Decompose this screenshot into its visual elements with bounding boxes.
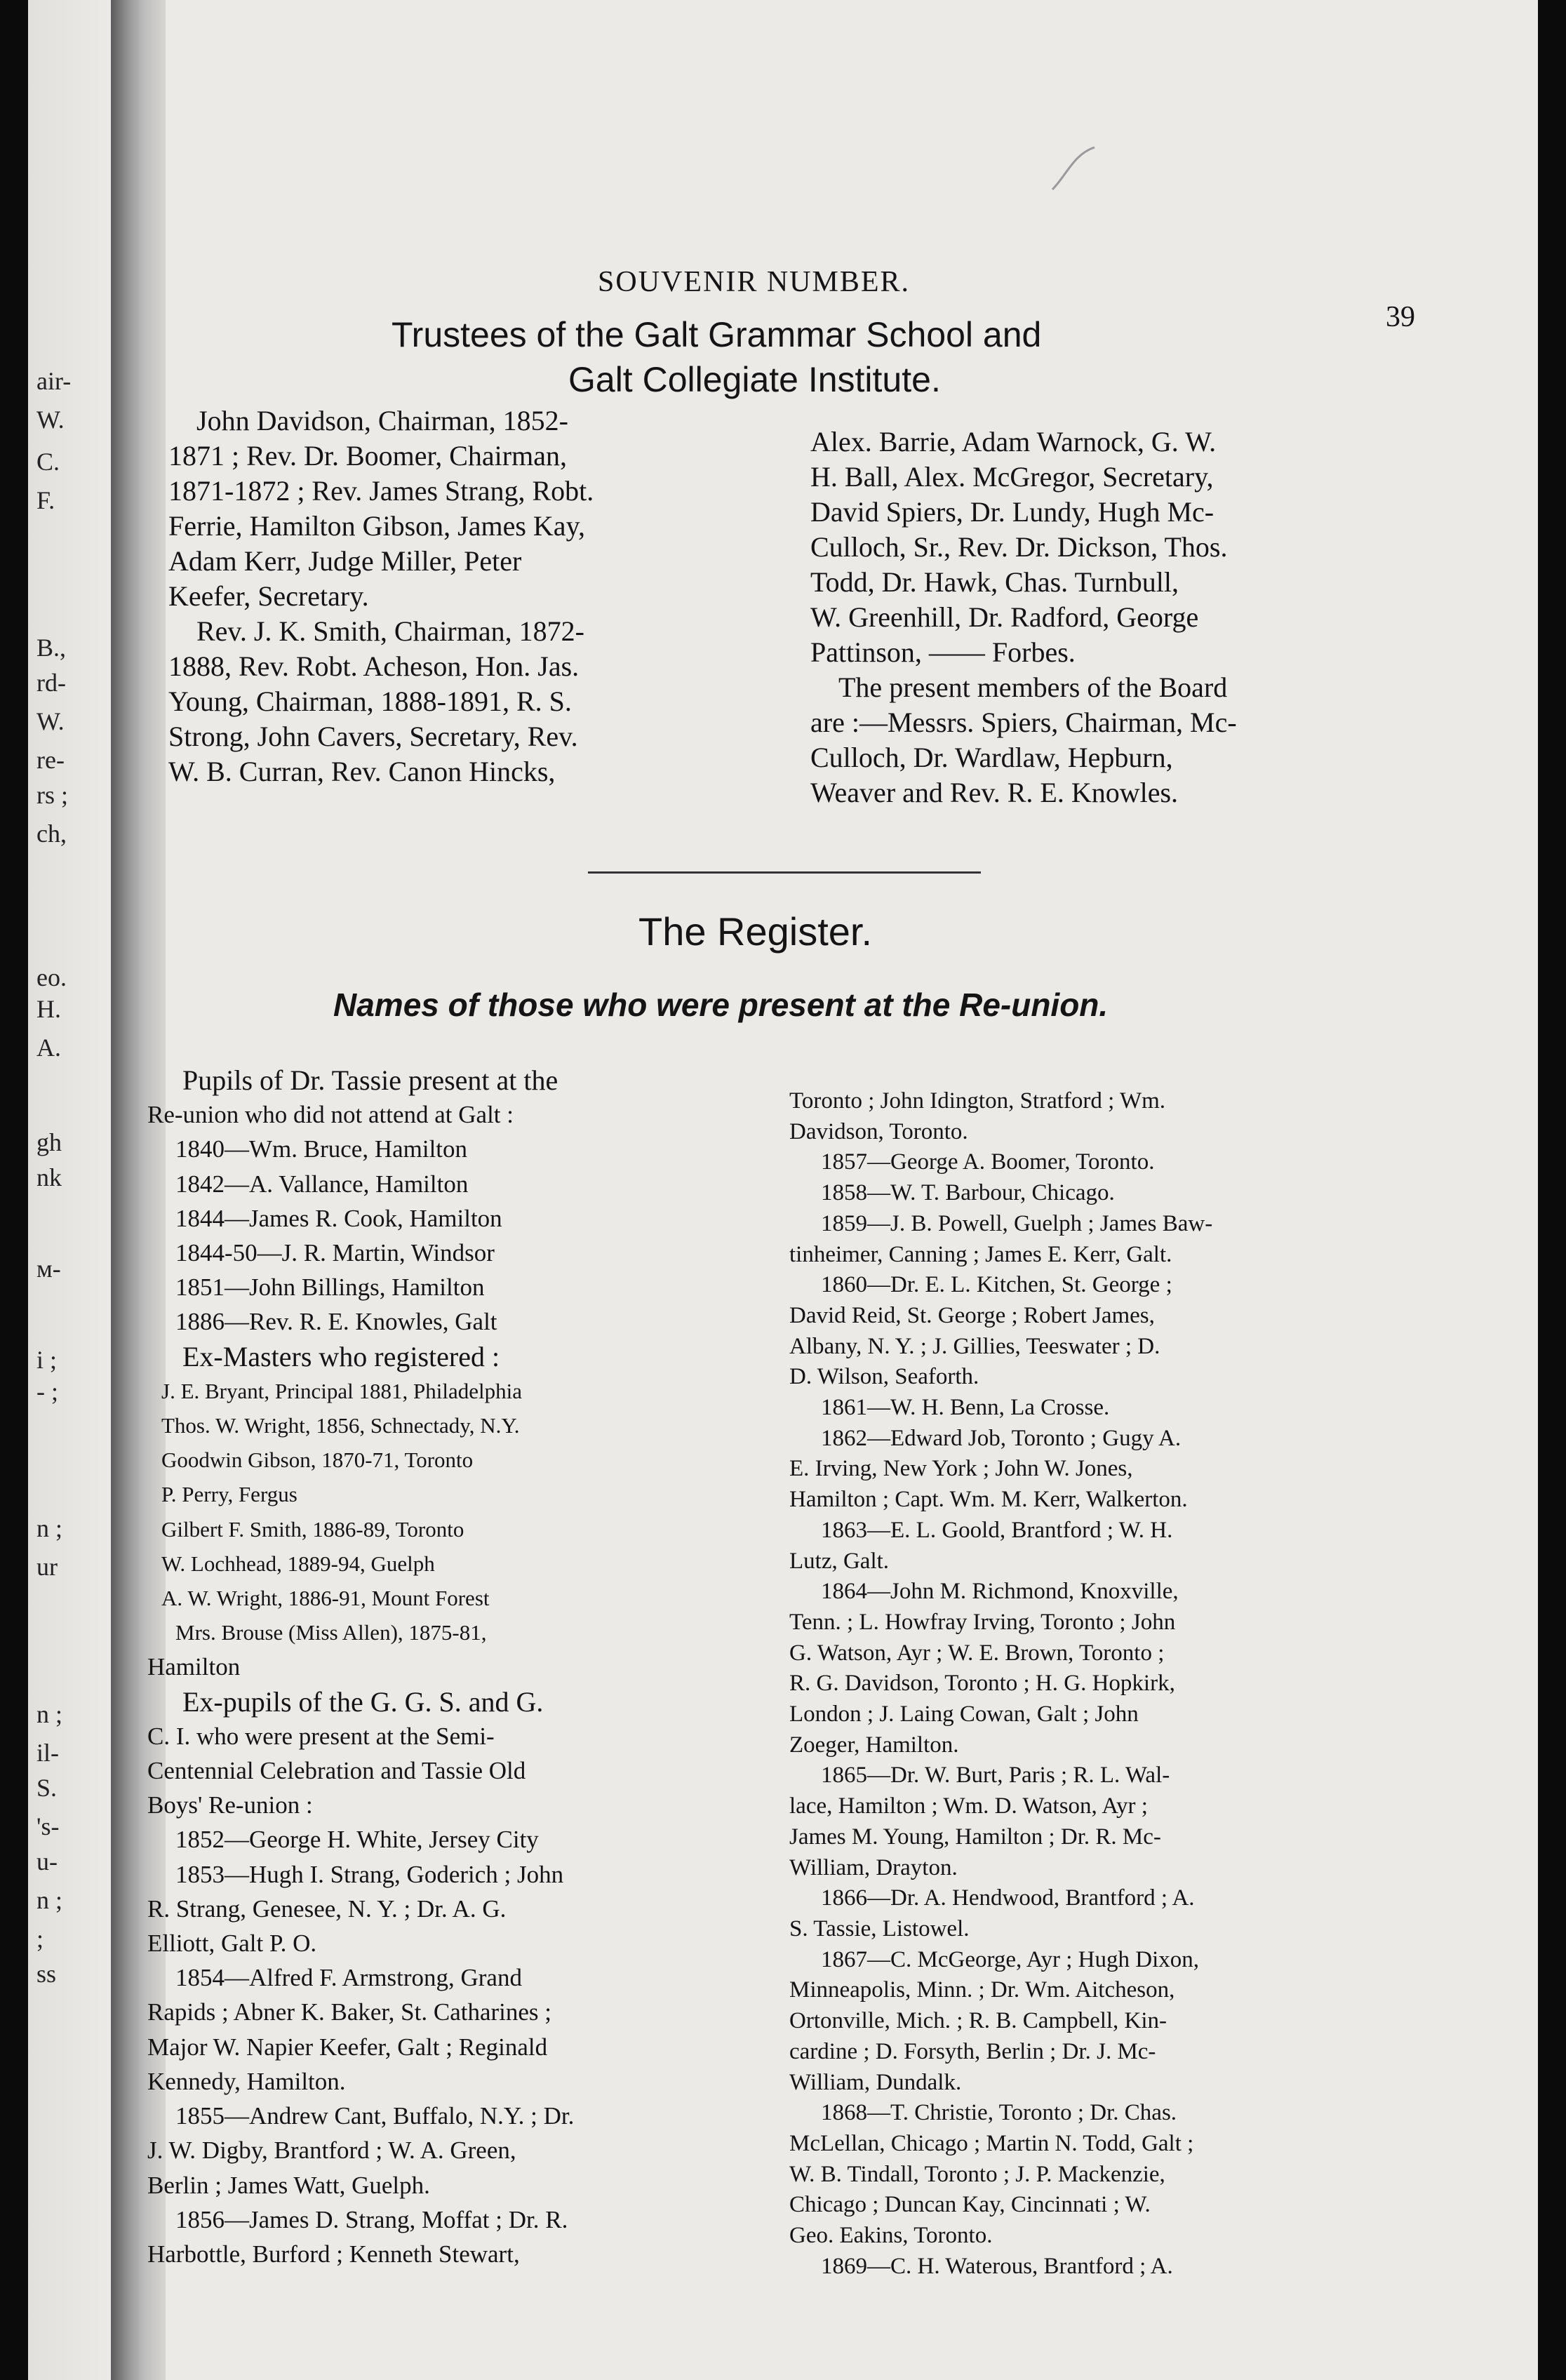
- register-left-line: Elliott, Galt P. O.: [147, 1930, 317, 1958]
- register-right-line: Tenn. ; L. Howfray Irving, Toronto ; John: [789, 1609, 1176, 1635]
- facing-page-fragment: ;: [36, 1925, 44, 1953]
- register-left-line: Harbottle, Burford ; Kenneth Stewart,: [147, 2240, 520, 2268]
- register-right-line: 1863—E. L. Goold, Brantford ; W. H.: [821, 1517, 1173, 1543]
- register-left-line: R. Strang, Genesee, N. Y. ; Dr. A. G.: [147, 1894, 507, 1923]
- register-left-line: W. Lochhead, 1889-94, Guelph: [161, 1551, 435, 1576]
- register-left-line: Major W. Napier Keefer, Galt ; Reginald: [147, 2033, 548, 2061]
- register-left-line: Centennial Celebration and Tassie Old: [147, 1757, 526, 1785]
- running-title: SOUVENIR NUMBER.: [598, 266, 911, 298]
- section-divider: [588, 871, 981, 874]
- trustees-right-line: W. Greenhill, Dr. Radford, George: [810, 601, 1199, 633]
- register-left-line: 1853—Hugh I. Strang, Goderich ; John: [175, 1860, 564, 1888]
- register-left-line: 1840—Wm. Bruce, Hamilton: [175, 1135, 468, 1163]
- trustees-title-line-1: Trustees of the Galt Grammar School and: [392, 315, 1042, 354]
- facing-page-fragment: air-: [36, 367, 72, 395]
- register-right-line: Geo. Eakins, Toronto.: [789, 2223, 993, 2249]
- register-right-line: Hamilton ; Capt. Wm. M. Kerr, Walkerton.: [789, 1487, 1188, 1513]
- register-left-line: Mrs. Brouse (Miss Allen), 1875-81,: [175, 1620, 487, 1645]
- facing-page-fragment: W.: [36, 406, 65, 434]
- register-left-line: Ex-pupils of the G. G. S. and G.: [182, 1685, 544, 1718]
- trustees-left-line: Strong, John Cavers, Secretary, Rev.: [168, 721, 578, 752]
- register-left-line: Gilbert F. Smith, 1886-89, Toronto: [161, 1516, 464, 1542]
- trustees-left-line: Young, Chairman, 1888-1891, R. S.: [168, 686, 572, 717]
- register-left-line: J. E. Bryant, Principal 1881, Philadelphia: [161, 1378, 523, 1403]
- register-left-line: 1844—James R. Cook, Hamilton: [175, 1204, 502, 1232]
- trustees-left-line: John Davidson, Chairman, 1852-: [196, 405, 568, 436]
- register-left-line: Boys' Re-union :: [147, 1791, 313, 1819]
- register-left-line: 1856—James D. Strang, Moffat ; Dr. R.: [175, 2205, 568, 2233]
- facing-page-fragment: n ;: [36, 1700, 63, 1728]
- register-right-line: W. B. Tindall, Toronto ; J. P. Mackenzie,: [789, 2161, 1165, 2187]
- page-number: 39: [1386, 301, 1415, 333]
- register-right-line: Davidson, Toronto.: [789, 1118, 968, 1144]
- register-subtitle: Names of those who were present at the Re-union.: [333, 987, 1109, 1023]
- register-left-line: P. Perry, Fergus: [161, 1482, 297, 1507]
- trustees-right-line: Culloch, Sr., Rev. Dr. Dickson, Thos.: [810, 531, 1228, 563]
- facing-page-fragment: C.: [36, 448, 60, 476]
- register-right-line: cardine ; D. Forsyth, Berlin ; Dr. J. Mc-: [789, 2038, 1156, 2064]
- trustees-left-line: W. B. Curran, Rev. Canon Hincks,: [168, 756, 556, 787]
- facing-page-fragment: ur: [36, 1553, 58, 1581]
- facing-page-fragment: H.: [36, 995, 61, 1023]
- register-right-line: D. Wilson, Seaforth.: [789, 1364, 979, 1390]
- register-left-line: Kennedy, Hamilton.: [147, 2067, 346, 2095]
- trustees-left-line: Ferrie, Hamilton Gibson, James Kay,: [168, 510, 585, 542]
- facing-page-fragment: il-: [36, 1739, 59, 1767]
- facing-page-fragment: re-: [36, 746, 65, 774]
- trustees-left-line: 1871 ; Rev. Dr. Boomer, Chairman,: [168, 440, 567, 472]
- facing-page-fragment: - ;: [36, 1377, 58, 1405]
- facing-page-fragment: F.: [36, 486, 55, 514]
- register-right-line: 1859—J. B. Powell, Guelph ; James Baw-: [821, 1210, 1213, 1236]
- facing-page-fragment: nk: [36, 1163, 62, 1191]
- facing-page-fragment: u-: [36, 1847, 58, 1876]
- register-right-line: 1867—C. McGeorge, Ayr ; Hugh Dixon,: [821, 1946, 1199, 1972]
- trustees-left-line: 1888, Rev. Robt. Acheson, Hon. Jas.: [168, 650, 580, 682]
- register-right-line: 1866—Dr. A. Hendwood, Brantford ; A.: [821, 1885, 1195, 1911]
- facing-page-fragment: ss: [36, 1960, 57, 1988]
- register-right-line: 1869—C. H. Waterous, Brantford ; A.: [821, 2253, 1173, 2279]
- facing-page-fragment: м-: [36, 1255, 61, 1283]
- register-right-line: R. G. Davidson, Toronto ; H. G. Hopkirk,: [789, 1671, 1175, 1697]
- facing-page-fragment: n ;: [36, 1514, 63, 1542]
- facing-page-text-fragments: [28, 0, 105, 2380]
- facing-page-fragment: eo.: [36, 963, 67, 991]
- page-content: [133, 0, 1508, 2380]
- register-left-line: Goodwin Gibson, 1870-71, Toronto: [161, 1448, 474, 1473]
- trustees-right-line: Weaver and Rev. R. E. Knowles.: [810, 777, 1179, 808]
- trustees-right-line: David Spiers, Dr. Lundy, Hugh Mc-: [810, 496, 1214, 528]
- facing-page-fragment: n ;: [36, 1886, 63, 1914]
- register-right-line: London ; J. Laing Cowan, Galt ; John: [789, 1702, 1139, 1727]
- register-right-line: lace, Hamilton ; Wm. D. Watson, Ayr ;: [789, 1793, 1148, 1819]
- trustees-right-line: Pattinson, —— Forbes.: [810, 636, 1076, 668]
- register-right-line: William, Dundalk.: [789, 2069, 962, 2095]
- register-right-line: Chicago ; Duncan Kay, Cincinnati ; W.: [789, 2192, 1151, 2218]
- register-right-line: 1857—George A. Boomer, Toronto.: [821, 1149, 1155, 1175]
- register-right-line: Ortonville, Mich. ; R. B. Campbell, Kin-: [789, 2008, 1167, 2034]
- trustees-right-line: Culloch, Dr. Wardlaw, Hepburn,: [810, 742, 1173, 773]
- register-right-line: Minneapolis, Minn. ; Dr. Wm. Aitcheson,: [789, 1977, 1175, 2003]
- register-right-column: [789, 1086, 1212, 2282]
- register-left-line: C. I. who were present at the Semi-: [147, 1722, 495, 1750]
- register-right-line: 1862—Edward Job, Toronto ; Gugy A.: [821, 1425, 1182, 1451]
- trustees-title-line-2: Galt Collegiate Institute.: [568, 360, 941, 399]
- trustees-right-line: H. Ball, Alex. McGregor, Secretary,: [810, 461, 1214, 493]
- register-title: The Register.: [638, 909, 873, 954]
- trustees-left-line: Adam Kerr, Judge Miller, Peter: [168, 545, 522, 577]
- facing-page-fragment: i ;: [36, 1346, 58, 1374]
- register-left-line: 1852—George H. White, Jersey City: [175, 1826, 539, 1854]
- register-left-line: 1842—A. Vallance, Hamilton: [175, 1170, 469, 1198]
- trustees-right-line: The present members of the Board: [838, 671, 1228, 703]
- facing-page-fragment: B.,: [36, 634, 67, 662]
- register-left-line: Thos. W. Wright, 1856, Schnectady, N.Y.: [161, 1413, 520, 1438]
- facing-page-fragment: A.: [36, 1034, 61, 1062]
- trustees-left-line: 1871-1872 ; Rev. James Strang, Robt.: [168, 475, 594, 507]
- facing-page-fragment: W.: [36, 707, 65, 735]
- register-right-line: McLellan, Chicago ; Martin N. Todd, Galt ;: [789, 2130, 1194, 2156]
- trustees-right-line: Alex. Barrie, Adam Warnock, G. W.: [810, 426, 1217, 457]
- page: [28, 0, 1566, 2380]
- register-right-line: Zoeger, Hamilton.: [789, 1732, 959, 1758]
- register-left-line: Berlin ; James Watt, Guelph.: [147, 2171, 430, 2199]
- trustees-left-line: Keefer, Secretary.: [168, 580, 369, 612]
- trustees-left-column: [168, 403, 594, 789]
- facing-page-fragment: rd-: [36, 669, 66, 697]
- register-right-line: James M. Young, Hamilton ; Dr. R. Mc-: [789, 1824, 1161, 1850]
- register-right-line: Lutz, Galt.: [789, 1548, 890, 1574]
- facing-page-fragment: 's-: [36, 1812, 60, 1840]
- register-left-line: Ex-Masters who registered :: [182, 1340, 500, 1372]
- trustees-right-column: [810, 424, 1237, 810]
- trustees-right-line: Todd, Dr. Hawk, Chas. Turnbull,: [810, 566, 1179, 598]
- ink-mark: [1045, 140, 1130, 196]
- facing-page-fragment: S.: [36, 1774, 58, 1802]
- register-left-line: J. W. Digby, Brantford ; W. A. Green,: [147, 2137, 516, 2165]
- trustees-right-line: are :—Messrs. Spiers, Chairman, Mc-: [810, 707, 1237, 738]
- facing-page-fragment: rs ;: [36, 781, 68, 809]
- register-right-line: William, Drayton.: [789, 1854, 958, 1880]
- register-right-line: 1865—Dr. W. Burt, Paris ; R. L. Wal-: [821, 1763, 1170, 1789]
- register-right-line: Toronto ; John Idington, Stratford ; Wm.: [789, 1088, 1166, 1114]
- register-left-line: 1886—Rev. R. E. Knowles, Galt: [175, 1308, 497, 1336]
- register-left-line: 1844-50—J. R. Martin, Windsor: [175, 1239, 495, 1267]
- register-right-line: Albany, N. Y. ; J. Gillies, Teeswater ; D.: [789, 1333, 1160, 1359]
- facing-page-strip: [28, 0, 119, 2380]
- register-right-line: 1858—W. T. Barbour, Chicago.: [821, 1180, 1115, 1206]
- register-right-line: 1861—W. H. Benn, La Crosse.: [821, 1395, 1110, 1421]
- register-right-line: tinheimer, Canning ; James E. Kerr, Galt.: [789, 1241, 1172, 1267]
- register-left-line: 1855—Andrew Cant, Buffalo, N.Y. ; Dr.: [175, 2102, 575, 2130]
- register-right-line: E. Irving, New York ; John W. Jones,: [789, 1456, 1133, 1482]
- register-right-line: S. Tassie, Listowel.: [789, 1916, 970, 1941]
- register-left-line: Re-union who did not attend at Galt :: [147, 1101, 514, 1129]
- register-left-line: Rapids ; Abner K. Baker, St. Catharines ;: [147, 1998, 552, 2026]
- register-right-line: 1860—Dr. E. L. Kitchen, St. George ;: [821, 1272, 1172, 1298]
- register-left-line: Pupils of Dr. Tassie present at the: [182, 1064, 558, 1096]
- register-left-line: 1851—John Billings, Hamilton: [175, 1273, 485, 1302]
- facing-page-fragment: gh: [36, 1128, 62, 1156]
- register-left-line: Hamilton: [147, 1653, 241, 1681]
- register-right-line: G. Watson, Ayr ; W. E. Brown, Toronto ;: [789, 1640, 1165, 1666]
- trustees-left-line: Rev. J. K. Smith, Chairman, 1872-: [196, 615, 584, 647]
- facing-page-fragment: ch,: [36, 820, 67, 848]
- register-right-line: 1868—T. Christie, Toronto ; Dr. Chas.: [821, 2100, 1177, 2126]
- register-left-column: [147, 1063, 574, 2271]
- register-right-line: 1864—John M. Richmond, Knoxville,: [821, 1579, 1179, 1605]
- register-right-line: David Reid, St. George ; Robert James,: [789, 1302, 1155, 1328]
- page-edge-shadow: [1538, 0, 1566, 2380]
- register-left-line: 1854—Alfred F. Armstrong, Grand: [175, 1964, 522, 1992]
- register-left-line: A. W. Wright, 1886-91, Mount Forest: [161, 1586, 490, 1611]
